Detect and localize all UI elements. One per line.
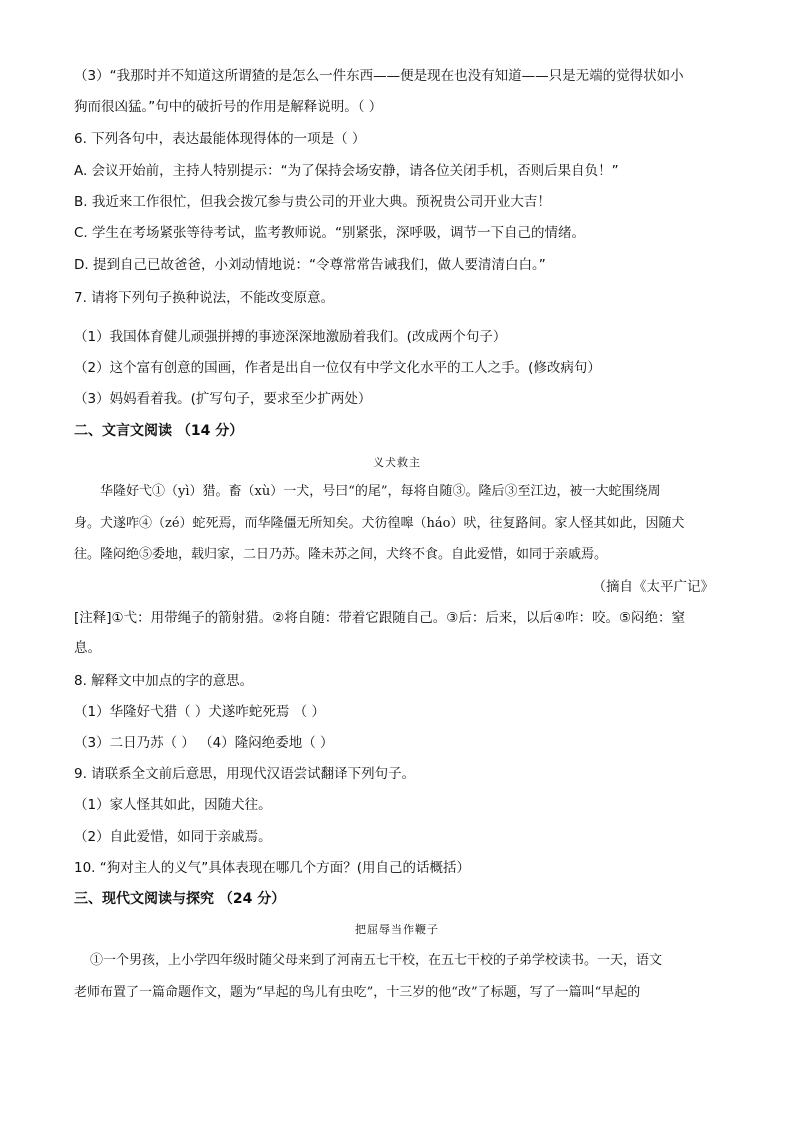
- section2-source: （摘自《太平广记》: [592, 579, 714, 595]
- q7-item-3: （3）妈妈看着我。(扩写句子，要求至少扩两处）: [74, 391, 372, 407]
- section3-passage-title: 把屈辱当作鞭子: [355, 923, 439, 936]
- q8-stem: 8. 解释文中加点的字的意思。: [74, 673, 254, 689]
- section2-passage-title: 义犬救主: [373, 456, 421, 469]
- q6-option-a: A. 会议开始前，主持人特别提示：“为了保持会场安静，请各位关闭手机，否则后果自负！”: [74, 163, 619, 179]
- q7-item-1: （1）我国体育健儿顽强拼搏的事迹深深地激励着我们。(改成两个句子）: [74, 329, 507, 345]
- section2-note-line-1: [注释]①弋：用带绳子的箭射猎。②将自随：带着它跟随自己。③后：后来，以后④咋：咬。⑤闷绝：窒: [74, 610, 686, 626]
- q8-row-2: （3）二日乃苏（ ） （4）隆闷绝委地（ ）: [74, 735, 334, 751]
- q6-option-b: B. 我近来工作很忙，但我会拨冗参与贵公司的开业大典。预祝贵公司开业大吉！: [74, 194, 551, 210]
- q9-stem: 9. 请联系全文前后意思，用现代汉语尝试翻译下列句子。: [74, 766, 416, 782]
- q9-item-1: （1）家人怪其如此，因随犬往。: [74, 797, 272, 813]
- section2-passage-line-3: 往。隆闷绝⑤委地，载归家，二日乃苏。隆未苏之间，犬终不食。自此爱惜，如同于亲戚焉。: [74, 547, 608, 562]
- section3-passage-line-1: ①一个男孩，上小学四年级时随父母来到了河南五七干校，在五七干校的子弟学校读书。一天，语文: [90, 953, 663, 968]
- q6-stem: 6. 下列各句中，表达最能体现得体的一项是（ ）: [74, 131, 366, 147]
- q9-item-2: （2）自此爱惜，如同于亲戚焉。: [74, 829, 272, 845]
- section2-passage-line-1: 华隆好弋①（yì）猎。畜（xù）一犬，号曰“的尾”，每将自随③。隆后③至江边，被一大蛇围绕周: [100, 484, 661, 499]
- q6-option-d: D. 提到自己已故爸爸，小刘动情地说：“令尊常常告诫我们，做人要清清白白。”: [74, 257, 546, 273]
- section2-heading: 二、文言文阅读 （14 分）: [74, 423, 244, 439]
- section2-passage-line-2: 身。犬遂咋④（zé）蛇死焉，而华隆僵无所知矣。犬彷徨嗥（háo）吠，往复路间。家人怪其如此，因随犬: [74, 516, 685, 531]
- q10-stem: 10. “狗对主人的义气”具体表现在哪几个方面？(用自己的话概括）: [74, 860, 471, 876]
- q7-stem: 7. 请将下列句子换种说法，不能改变原意。: [74, 290, 335, 306]
- q6-option-c: C. 学生在考场紧张等待考试，监考教师说。“别紧张，深呼吸，调节一下自己的情绪。: [74, 225, 586, 241]
- q5-item3-line1: （3）“我那时并不知道这所谓猹的是怎么一件东西——便是现在也没有知道——只是无端的觉得状如小: [74, 68, 684, 84]
- section2-note-line-2: 息。: [74, 640, 101, 656]
- q7-item-2: （2）这个富有创意的国画，作者是出自一位仅有中学文化水平的工人之手。(修改病句）: [74, 360, 601, 376]
- q8-row-1: （1）华隆好弋猎（ ）犬遂咋蛇死焉 （ ）: [74, 704, 325, 720]
- q5-item3-line2: 狗而很凶猛。”句中的破折号的作用是解释说明。（ ）: [74, 99, 383, 115]
- section3-passage-line-2: 老师布置了一篇命题作文，题为“早起的鸟儿有虫吃”，十三岁的他“改”了标题，写了一篇叫“早起的: [74, 985, 641, 1000]
- section3-heading: 三、现代文阅读与探究 （24 分）: [74, 891, 286, 907]
